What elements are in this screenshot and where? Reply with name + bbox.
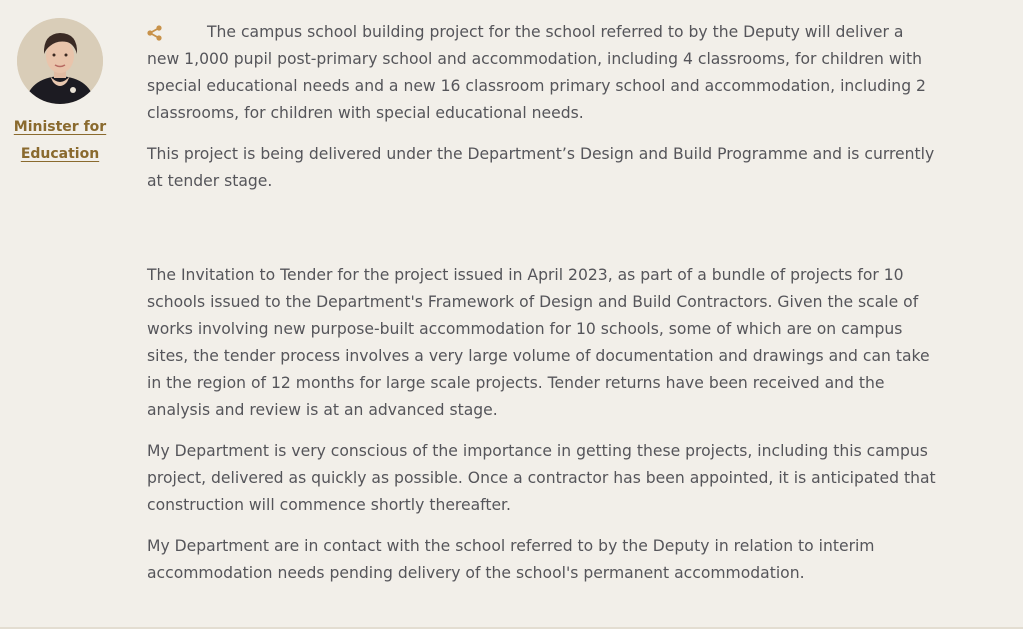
paragraph-spacer bbox=[147, 209, 937, 262]
answer-paragraph: My Department is very conscious of the importance in getting these projects, including this campus project, delivered as quickly as possible. Once a contractor has been appointed, it is anticipated that construction will commence shortly thereafter. bbox=[147, 442, 936, 514]
answer-paragraph: The Invitation to Tender for the project issued in April 2023, as part of a bundle of projects for 10 schools issued to the Department's Framework of Design and Build Contractors. Given the scale of works involving new purpose-built accommodation for 10 schools, some of which are on campus sites, the tender process involves a very large volume of documentation and drawings and can take in the region of 12 months for large scale projects. Tender returns have been received and the analysis and review is at an advanced stage. bbox=[147, 266, 930, 419]
answer-paragraph: My Department are in contact with the school referred to by the Deputy in relation to interim accommodation needs pending delivery of the school's permanent accommodation. bbox=[147, 537, 875, 582]
avatar[interactable] bbox=[17, 18, 103, 104]
avatar-portrait bbox=[17, 18, 103, 104]
answer-body bbox=[147, 19, 937, 601]
answer-paragraph: The campus school building project for the school referred to by the Deputy will deliver a new 1,000 pupil post-primary school and accommodation, including 4 classrooms, for children with special educational needs and a new 16 classroom primary school and accommodation, including 2 classrooms, for children with special educational needs. bbox=[147, 23, 926, 122]
speaker-panel bbox=[10, 18, 110, 168]
minister-link[interactable]: Minister for Education bbox=[13, 119, 107, 162]
answer-paragraph: This project is being delivered under the Department’s Design and Build Programme and is currently at tender stage. bbox=[147, 145, 935, 190]
